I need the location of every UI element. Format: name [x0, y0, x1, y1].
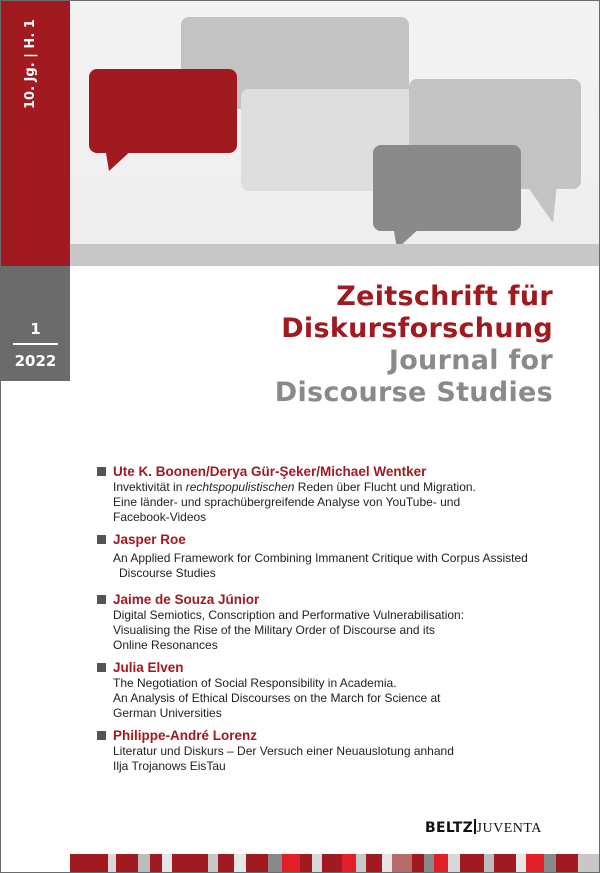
article-title [113, 480, 567, 525]
publisher-logo [425, 819, 542, 837]
journal-title [275, 281, 553, 409]
bullet-square-icon [97, 535, 106, 544]
bullet-square-icon [97, 595, 106, 604]
article-authors: Jaime de Souza Júnior [113, 592, 260, 607]
issue-divider [13, 343, 58, 345]
article-entry [97, 727, 567, 774]
article-authors: Jasper Roe [113, 532, 186, 547]
article-title-line: An Applied Framework for Combining Immanent Critique with Corpus Assisted [113, 551, 528, 565]
issue-number: 1 [30, 320, 41, 338]
publisher-name-beltz: BELTZ [425, 820, 474, 836]
speech-bubble-red [89, 69, 237, 171]
header-stripe [1, 244, 599, 266]
article-authors: Julia Elven [113, 660, 184, 675]
article-title-line: Digital Semiotics, Conscription and Performative Vulnerabilisation: [113, 608, 465, 622]
article-title-line: The Negotiation of Social Responsibility in Academia. [113, 676, 397, 690]
article-title [113, 608, 567, 653]
article-entry [97, 659, 567, 721]
title-text: Reden über Flucht und Migration. [294, 480, 476, 494]
article-title-line: Discourse Studies [119, 566, 216, 580]
speech-bubbles-illustration [1, 1, 599, 244]
article-title-line [113, 480, 567, 495]
decorative-bottom-bar [70, 854, 599, 872]
article-entry [97, 531, 567, 581]
article-authors: Philippe-André Lorenz [113, 728, 258, 743]
title-emphasis: rechtspopulistischen [185, 480, 295, 494]
article-title-line: Eine länder- und sprachübergreifende Analyse von YouTube- und [113, 495, 461, 509]
article-entry [97, 463, 567, 525]
title-german-line2: Diskursforschung [281, 313, 553, 344]
article-entry [97, 591, 567, 653]
bullet-square-icon [97, 731, 106, 740]
bullet-square-icon [97, 467, 106, 476]
article-title-line: Literatur und Diskurs – Der Versuch einer Neuauslotung anhand [113, 744, 454, 758]
title-german-line1: Zeitschrift für [336, 281, 553, 312]
speech-bubble-dark [373, 145, 521, 244]
volume-label: 10. Jg. | H. 1 [23, 19, 38, 109]
article-title-line: German Universities [113, 706, 222, 720]
article-title [113, 551, 567, 581]
article-authors: Ute K. Boonen/Derya Gür-Şeker/Michael Wentker [113, 464, 427, 479]
article-title [113, 744, 567, 774]
publisher-logo-divider [474, 819, 476, 834]
publisher-name-juventa: JUVENTA [476, 821, 542, 836]
issue-year: 2022 [14, 352, 57, 370]
article-title-line: Visualising the Rise of the Military Order of Discourse and its [113, 623, 435, 637]
bullet-square-icon [97, 663, 106, 672]
article-title-line: An Analysis of Ethical Discourses on the March for Science at [113, 691, 441, 705]
article-title [113, 676, 567, 721]
title-english-line1: Journal for [388, 345, 553, 376]
table-of-contents [97, 463, 567, 780]
title-text: Invektivität in [113, 480, 186, 494]
article-title-line: Ilja Trojanows EisTau [113, 759, 226, 773]
article-title-line: Facebook-Videos [113, 510, 207, 524]
article-title-line: Online Resonances [113, 638, 218, 652]
title-english-line2: Discourse Studies [274, 377, 553, 408]
